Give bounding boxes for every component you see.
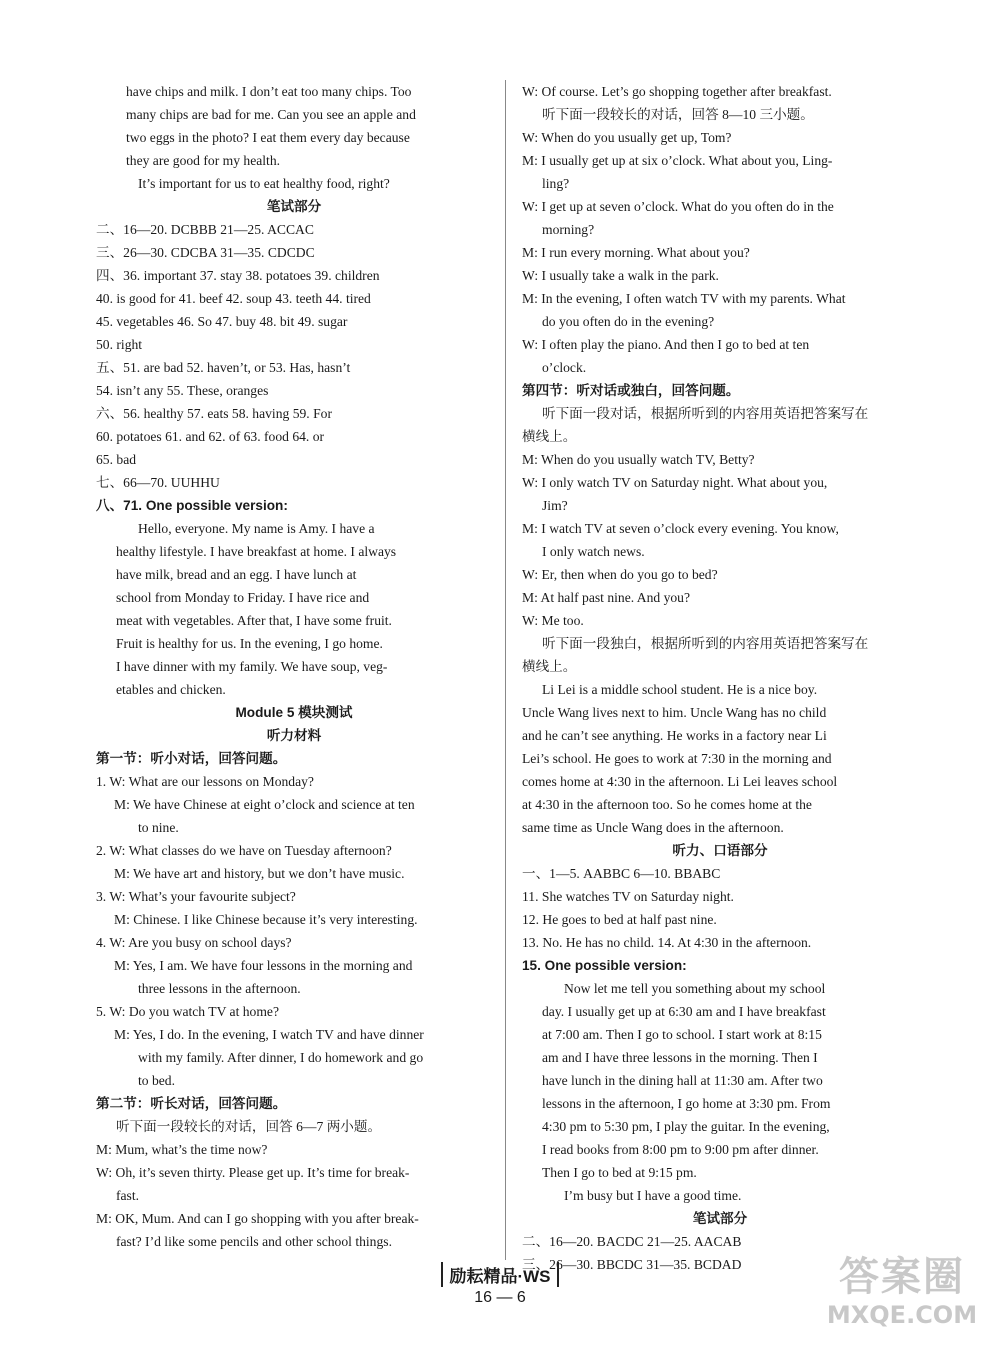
text-line: M: When do you usually watch TV, Betty? [522, 452, 755, 467]
text-line: 听力材料 [266, 728, 322, 743]
text-line: M: OK, Mum. And can I go shopping with you after break- [96, 1211, 419, 1226]
column-divider [505, 80, 506, 1260]
text-line: 二、16—20. BACDC 21—25. AACAB [522, 1234, 742, 1249]
text-line: 1. W: What are our lessons on Monday? [96, 774, 314, 789]
text-line: 三、26—30. BBCDC 31—35. BCDAD [522, 1257, 742, 1272]
text-line: Module 5 模块测试 [235, 705, 353, 720]
text-line: Now let me tell you something about my school [564, 981, 826, 996]
text-line: Hello, everyone. My name is Amy. I have a [138, 521, 375, 536]
text-line: W: Oh, it’s seven thirty. Please get up. It’s time for break- [96, 1165, 410, 1180]
text-line: 60. potatoes 61. and 62. of 63. food 64. or [96, 429, 325, 444]
text-line: M: Chinese. I like Chinese because it’s very interesting. [114, 912, 418, 927]
text-line: ling? [542, 176, 570, 191]
text-line: at 7:00 am. Then I go to school. I start work at 8:15 [542, 1027, 822, 1042]
text-line: 六、56. healthy 57. eats 58. having 59. For [96, 406, 332, 421]
text-line: am and I have three lessons in the morning. Then I [542, 1050, 818, 1065]
text-line: two eggs in the photo? I eat them every day because [126, 130, 410, 145]
text-line: 2. W: What classes do we have on Tuesday afternoon? [96, 843, 392, 858]
text-line: 笔试部分 [266, 199, 322, 214]
text-line: Uncle Wang lives next to him. Uncle Wang has no child [522, 705, 827, 720]
text-line: I have dinner with my family. We have soup, veg- [116, 659, 388, 674]
text-line: M: I run every morning. What about you? [522, 245, 750, 260]
text-line: at 4:30 in the afternoon too. So he comes home at the [522, 797, 812, 812]
text-line: o’clock. [542, 360, 587, 375]
text-line: 4. W: Are you busy on school days? [96, 935, 292, 950]
text-line: Then I go to bed at 9:15 pm. [542, 1165, 697, 1180]
text-line: 65. bad [96, 452, 137, 467]
text-line: school from Monday to Friday. I have rice and [116, 590, 370, 605]
text-line: I’m busy but I have a good time. [564, 1188, 742, 1203]
text-line: day. I usually get up at 6:30 am and I have breakfast [542, 1004, 826, 1019]
text-line: It’s important for us to eat healthy food, right? [138, 176, 390, 191]
text-line: to bed. [138, 1073, 175, 1088]
text-line: 听下面一段独白，根据所听到的内容用英语把答案写在 [542, 636, 869, 651]
text-line: W: I only watch TV on Saturday night. What about you, [522, 475, 828, 490]
text-line: morning? [542, 222, 595, 237]
text-line: 第四节：听对话或独白，回答问题。 [522, 383, 740, 398]
text-line: M: We have art and history, but we don’t have music. [114, 866, 405, 881]
brand-label: 励耘精品·WS [441, 1262, 558, 1287]
text-line: 七、66—70. UUHHU [96, 475, 220, 490]
text-line: 第二节：听长对话，回答问题。 [96, 1096, 287, 1111]
text-line: 听下面一段对话，根据所听到的内容用英语把答案写在 [542, 406, 869, 421]
text-line: fast. [116, 1188, 140, 1203]
watermark-url: MXQE.COM [826, 1301, 978, 1329]
text-line: 听下面一段较长的对话，回答 6—7 两小题。 [116, 1119, 382, 1134]
text-line: to nine. [138, 820, 179, 835]
text-line: and he can’t see anything. He works in a factory near Li [522, 728, 827, 743]
text-line: same time as Uncle Wang does in the afternoon. [522, 820, 784, 835]
text-line: lessons in the afternoon, I go home at 3:30 pm. From [542, 1096, 831, 1111]
page-number: 16 — 6 [474, 1289, 526, 1306]
text-line: do you often do in the evening? [542, 314, 715, 329]
text-line: 15. One possible version: [522, 958, 687, 973]
text-line: 13. No. He has no child. 14. At 4:30 in the afternoon. [522, 935, 812, 950]
text-line: 40. is good for 41. beef 42. soup 43. teeth 44. tired [96, 291, 371, 306]
text-line: W: When do you usually get up, Tom? [522, 130, 732, 145]
text-line: meat with vegetables. After that, I have some fruit. [116, 613, 392, 628]
left-column [96, 80, 492, 1253]
text-line: they are good for my health. [126, 153, 281, 168]
text-line: I read books from 8:00 pm to 9:00 pm after dinner. [542, 1142, 819, 1157]
text-line: 11. She watches TV on Saturday night. [522, 889, 734, 904]
text-line: 45. vegetables 46. So 47. buy 48. bit 49. sugar [96, 314, 348, 329]
text-line: Lei’s school. He goes to work at 7:30 in the morning and [522, 751, 832, 766]
right-column [522, 80, 918, 1276]
text-line: 四、36. important 37. stay 38. potatoes 39. children [96, 268, 380, 283]
text-line: fast? I’d like some pencils and other school things. [116, 1234, 392, 1249]
text-line: healthy lifestyle. I have breakfast at home. I always [116, 544, 397, 559]
text-line: 三、26—30. CDCBA 31—35. CDCDC [96, 245, 315, 260]
text-line: Fruit is healthy for us. In the evening, I go home. [116, 636, 383, 651]
text-line: 笔试部分 [692, 1211, 748, 1226]
text-line: M: We have Chinese at eight o’clock and science at ten [114, 797, 415, 812]
text-line: Li Lei is a middle school student. He is a nice boy. [542, 682, 818, 697]
text-line: 二、16—20. DCBBB 21—25. ACCAC [96, 222, 314, 237]
watermark-title: 答案圈 [839, 1254, 965, 1300]
text-line: I only watch news. [542, 544, 645, 559]
text-line: M: I watch TV at seven o’clock every evening. You know, [522, 521, 839, 536]
text-line: etables and chicken. [116, 682, 226, 697]
text-line: W: Er, then when do you go to bed? [522, 567, 718, 582]
text-line: 听下面一段较长的对话，回答 8—10 三小题。 [542, 107, 814, 122]
text-line: W: Me too. [522, 613, 584, 628]
text-line: comes home at 4:30 in the afternoon. Li Lei leaves school [522, 774, 838, 789]
text-line: W: I get up at seven o’clock. What do you often do in the [522, 199, 834, 214]
text-line: M: I usually get up at six o’clock. What about you, Ling- [522, 153, 833, 168]
text-line: 第一节：听小对话，回答问题。 [96, 751, 287, 766]
text-line: M: Yes, I am. We have four lessons in the morning and [114, 958, 413, 973]
text-line: 12. He goes to bed at half past nine. [522, 912, 717, 927]
text-line: 八、71. One possible version: [96, 498, 288, 513]
text-line: M: Yes, I do. In the evening, I watch TV and have dinner [114, 1027, 424, 1042]
text-line: have chips and milk. I don’t eat too many chips. Too [126, 84, 412, 99]
text-line: 横线上。 [522, 659, 577, 674]
text-line: 50. right [96, 337, 143, 352]
text-line: 横线上。 [522, 429, 577, 444]
text-line: M: At half past nine. And you? [522, 590, 691, 605]
text-line: 听力、口语部分 [672, 843, 768, 858]
text-line: have lunch in the dining hall at 11:30 am. After two [542, 1073, 823, 1088]
text-line: Jim? [542, 498, 568, 513]
watermark-logo [812, 1254, 992, 1348]
text-line: 一、1—5. AABBC 6—10. BBABC [522, 866, 721, 881]
text-line: 4:30 pm to 5:30 pm, I play the guitar. In the evening, [542, 1119, 830, 1134]
text-line: 五、51. are bad 52. haven’t, or 53. Has, hasn’t [96, 360, 351, 375]
text-line: M: Mum, what’s the time now? [96, 1142, 268, 1157]
text-line: 54. isn’t any 55. These, oranges [96, 383, 269, 398]
text-line: three lessons in the afternoon. [138, 981, 301, 996]
text-line: with my family. After dinner, I do homework and go [138, 1050, 424, 1065]
text-line: have milk, bread and an egg. I have lunch at [116, 567, 357, 582]
text-line: W: I usually take a walk in the park. [522, 268, 719, 283]
text-line: 5. W: Do you watch TV at home? [96, 1004, 279, 1019]
text-line: W: I often play the piano. And then I go to bed at ten [522, 337, 810, 352]
text-line: W: Of course. Let’s go shopping together after breakfast. [522, 84, 832, 99]
text-line: M: In the evening, I often watch TV with my parents. What [522, 291, 846, 306]
text-line: 3. W: What’s your favourite subject? [96, 889, 296, 904]
text-line: many chips are bad for me. Can you see an apple and [126, 107, 416, 122]
